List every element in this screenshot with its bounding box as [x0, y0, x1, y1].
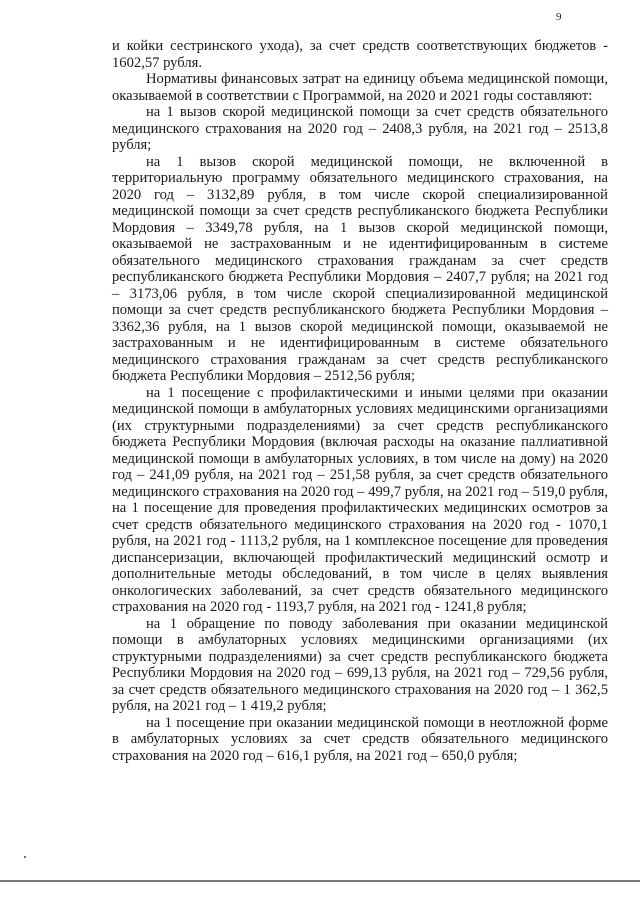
paragraph-disease-appeal: на 1 обращение по поводу заболевания при оказании медицинской помощи в амбулаторных условиях медицинскими организациями (их структурными подразделениями) за счет средств республиканского бюджета Республики Мордовия на 2020 год – 699,13 рубля, на 2021 год – 729,56 рубля, за счет средств обязательного медицинского страхования на 2020 год – 1 362,5 рубля, на 2021 год – 1 419,2 рубля;	[112, 615, 608, 714]
paragraph-norms-intro: Нормативы финансовых затрат на единицу объема медицинской помощи, оказываемой в соответствии с Программой, на 2020 и 2021 годы составляют:	[112, 71, 608, 104]
paragraph-ambulance-oms: на 1 вызов скорой медицинской помощи за счет средств обязательного медицинского страхования на 2020 год – 2408,3 рубля, на 2021 год – 2513,8 рубля;	[112, 104, 608, 153]
page-number: 9	[556, 11, 562, 23]
document-body	[112, 38, 608, 764]
paragraph-preventive-visit: на 1 посещение с профилактическими и иными целями при оказании медицинской помощи в амбулаторных условиях медицинскими организациями (их структурными подразделениями) за счет средств республиканского бюджета Республики Мордовия (включая расходы на оказание паллиативной медицинской помощи в амбулаторных условиях, в том числе на дому) на 2020 год – 241,09 рубля, на 2021 год – 251,58 рубля, за счет средств обязательного медицинского страхования на 2020 год – 499,7 рубля, на 2021 год – 519,0 рубля, на 1 посещение для проведения профилактических медицинских осмотров за счет средств обязательного медицинского страхования на 2020 год - 1070,1 рубля, на 2021 год - 1113,2 рубля, на 1 комплексное посещение для проведения диспансеризации, включающей профилактический медицинский осмотр и дополнительные методы обследований, в том числе в целях выявления онкологических заболеваний, за счет средств обязательного медицинского страхования на 2020 год - 1193,7 рубля, на 2021 год - 1241,8 рубля;	[112, 384, 608, 615]
scan-speck	[24, 856, 26, 858]
paragraph-continuation: и койки сестринского ухода), за счет средств соответствующих бюджетов - 1602,57 рубля.	[112, 38, 608, 71]
scan-bottom-edge	[0, 880, 640, 882]
paragraph-urgent-visit: на 1 посещение при оказании медицинской помощи в неотложной форме в амбулаторных условиях за счет средств обязательного медицинского страхования на 2020 год – 616,1 рубля, на 2021 год – 650,0 рубля;	[112, 714, 608, 764]
paragraph-ambulance-non-oms: на 1 вызов скорой медицинской помощи, не включенной в территориальную программу обязательного медицинского страхования, на 2020 год – 3132,89 рубля, в том числе скорой специализированной медицинской помощи за счет средств республиканского бюджета Республики Мордовия – 3349,78 рубля, на 1 вызов скорой медицинской помощи, оказываемой не застрахованным и не идентифицированным в системе обязательного медицинского страхования гражданам за счет средств республиканского бюджета Республики Мордовия – 2407,7 рубля; на 2021 год – 3173,06 рубля, в том числе скорой специализированной медицинской помощи за счет средств республиканского бюджета Республики Мордовия – 3362,36 рубля, на 1 вызов скорой медицинской помощи, оказываемой не застрахованным и не идентифицированным в системе обязательного медицинского страхования гражданам за счет средств республиканского бюджета Республики Мордовия – 2512,56 рубля;	[112, 153, 608, 384]
